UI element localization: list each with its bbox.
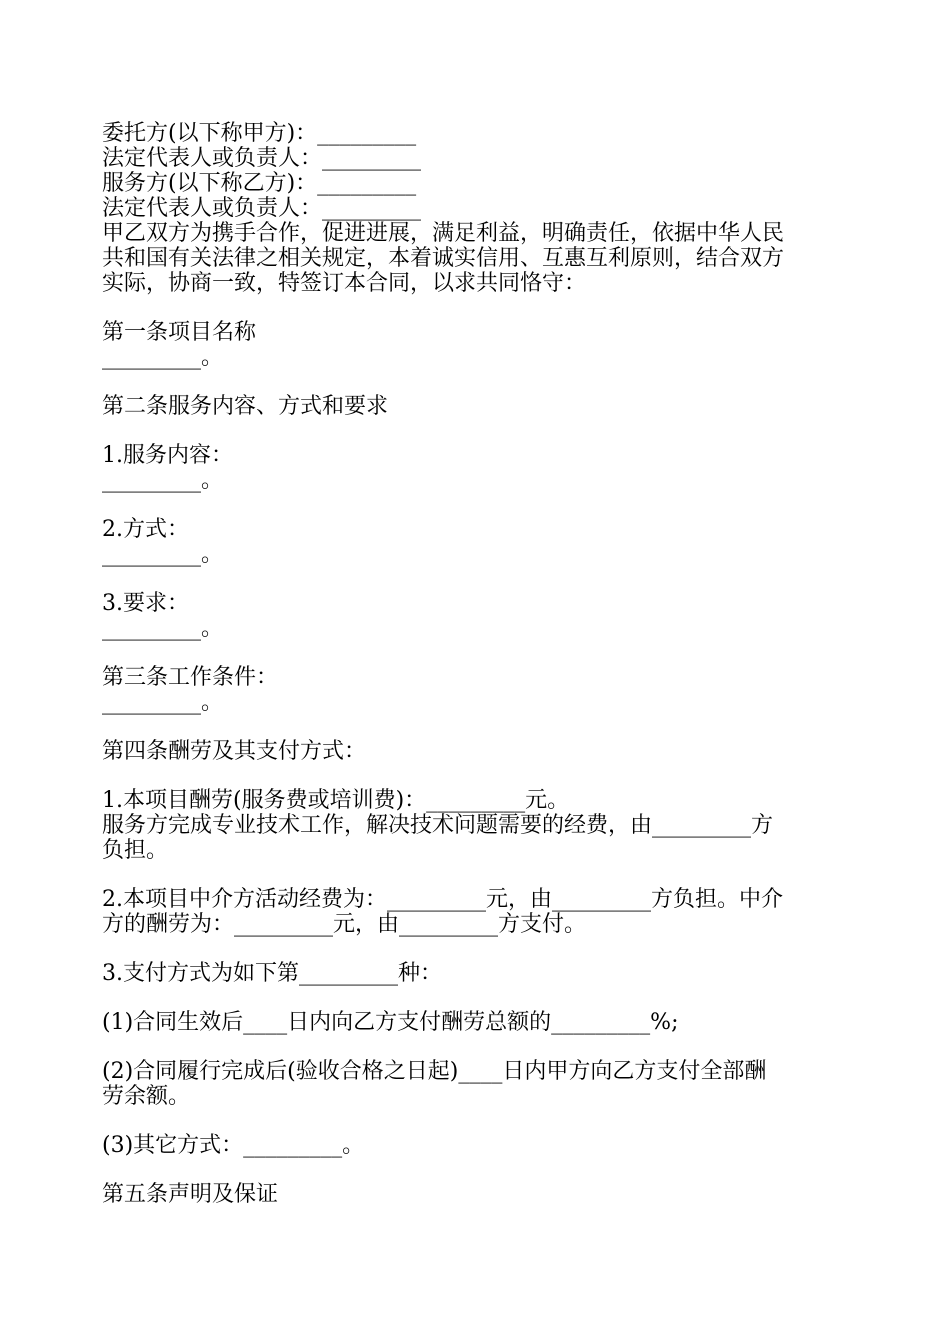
payment-option-3: (3)其它方式：_________。 xyxy=(102,1133,365,1158)
client-representative-line: 法定代表人或负责人：_________ xyxy=(102,146,422,171)
spacer xyxy=(102,863,862,887)
spacer xyxy=(102,1158,862,1182)
spacer xyxy=(102,370,862,394)
method-label: 2.方式： xyxy=(102,517,189,542)
spacer xyxy=(102,1109,862,1133)
remuneration-line: 1.本项目酬劳(服务费或培训费)：_________元。 xyxy=(102,788,570,813)
spacer xyxy=(102,764,862,788)
expense-line: 服务方完成专业技术工作，解决技术问题需要的经费，由_________方 xyxy=(102,813,774,838)
spacer xyxy=(102,419,862,443)
article-3-title: 第三条工作条件： xyxy=(102,665,279,690)
spacer xyxy=(102,986,862,1010)
service-party-line: 服务方(以下称乙方)：_________ xyxy=(102,171,417,196)
intermediary-fee-line: 方的酬劳为：_________元，由_________方支付。 xyxy=(102,912,587,937)
client-party-line: 委托方(以下称甲方)：_________ xyxy=(102,121,417,146)
expense-line-end: 负担。 xyxy=(102,838,169,863)
article-4-title: 第四条酬劳及其支付方式： xyxy=(102,739,367,764)
intro-line: 实际，协商一致，特签订本合同，以求共同恪守： xyxy=(102,271,587,296)
spacer xyxy=(102,1035,862,1059)
intermediary-expense-line: 2.本项目中介方活动经费为：_________元，由_________方负担。中介 xyxy=(102,887,783,912)
payment-option-2-end: 劳余额。 xyxy=(102,1084,191,1109)
spacer xyxy=(102,715,862,739)
service-representative-line: 法定代表人或负责人：_________ xyxy=(102,196,422,221)
spacer xyxy=(102,567,862,591)
payment-method-line: 3.支付方式为如下第_________种： xyxy=(102,961,442,986)
spacer xyxy=(102,937,862,961)
article-5-title: 第五条声明及保证 xyxy=(102,1182,279,1207)
service-content-label: 1.服务内容： xyxy=(102,443,233,468)
document-body xyxy=(102,121,862,1207)
payment-option-2: (2)合同履行完成后(验收合格之日起)____日内甲方向乙方支付全部酬 xyxy=(102,1059,767,1084)
spacer xyxy=(102,493,862,517)
intro-line: 甲乙双方为携手合作，促进进展，满足利益，明确责任，依据中华人民 xyxy=(102,221,785,246)
intro-line: 共和国有关法律之相关规定，本着诚实信用、互惠互利原则，结合双方 xyxy=(102,246,785,271)
service-content-blank: _________。 xyxy=(102,468,224,493)
requirement-blank: _________。 xyxy=(102,616,224,641)
payment-option-1: (1)合同生效后____日内向乙方支付酬劳总额的_________%; xyxy=(102,1010,679,1035)
method-blank: _________。 xyxy=(102,542,224,567)
article-3-blank: _________。 xyxy=(102,690,224,715)
spacer xyxy=(102,296,862,320)
article-2-title: 第二条服务内容、方式和要求 xyxy=(102,394,389,419)
spacer xyxy=(102,641,862,665)
article-1-blank: _________。 xyxy=(102,345,224,370)
requirement-label: 3.要求： xyxy=(102,591,189,616)
article-1-title: 第一条项目名称 xyxy=(102,320,257,345)
